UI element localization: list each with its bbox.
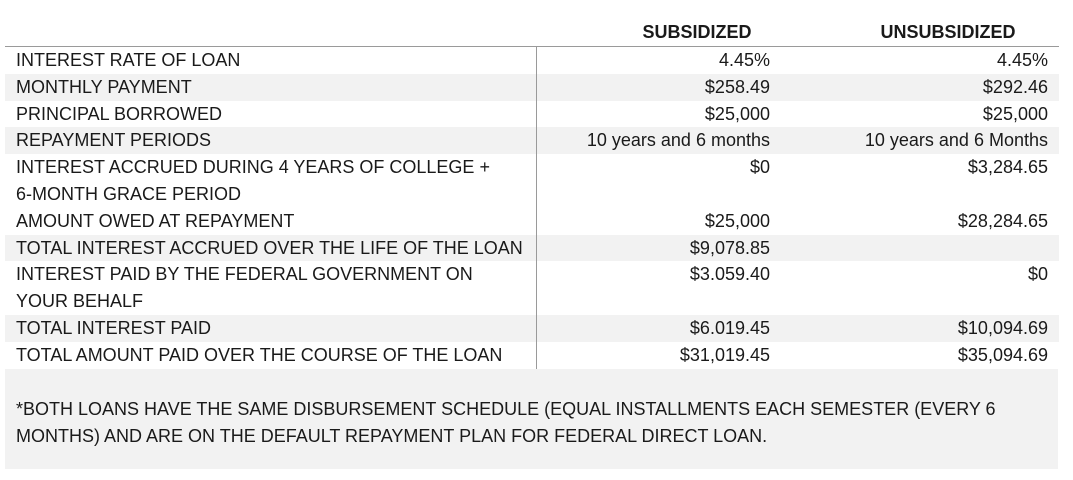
- row-label: PRINCIPAL BORROWED: [5, 101, 537, 128]
- table-row-interest-paid-by-government: [5, 261, 1059, 315]
- row-label-line-1: INTEREST ACCRUED DURING 4 YEARS OF COLLEGE +: [16, 157, 490, 178]
- cell-subsidized: $6.019.45: [537, 315, 771, 342]
- table-row-interest-accrued-college: [5, 154, 1059, 208]
- column-header-row: [5, 18, 1058, 46]
- cell-subsidized: $258.49: [537, 74, 771, 101]
- cell-unsubsidized: $28,284.65: [957, 210, 1048, 231]
- row-label: MONTHLY PAYMENT: [5, 74, 537, 101]
- footnote-line-1: *BOTH LOANS HAVE THE SAME DISBURSEMENT SCHEDULE (EQUAL INSTALLMENTS EACH SEMESTER (EVERY 6: [16, 398, 996, 419]
- table-row-total-interest-paid: [5, 315, 1059, 342]
- row-label: INTEREST RATE OF LOAN: [5, 47, 537, 74]
- loan-comparison: [5, 18, 1058, 469]
- cell-subsidized: $3.059.40: [689, 264, 770, 285]
- row-label-line-2: 6-MONTH GRACE PERIOD: [16, 183, 242, 204]
- cell-subsidized: $0: [749, 157, 770, 178]
- row-label: REPAYMENT PERIODS: [5, 127, 537, 154]
- cell-unsubsidized: $25,000: [982, 103, 1048, 124]
- table-row-repayment-periods: [5, 127, 1059, 154]
- table-row-amount-owed: [5, 208, 1059, 235]
- row-label-line-2: YOUR BEHALF: [16, 291, 144, 312]
- cell-unsubsidized: 10 years and 6 Months: [770, 127, 1059, 154]
- cell-subsidized: 4.45%: [718, 50, 770, 70]
- cell-unsubsidized: $3,284.65: [967, 157, 1048, 178]
- table-row-interest-rate: [5, 47, 1059, 74]
- loan-table: [5, 46, 1059, 369]
- cell-unsubsidized: 4.45%: [996, 50, 1048, 70]
- cell-subsidized: $9,078.85: [537, 235, 771, 262]
- cell-unsubsidized: $0: [1027, 264, 1048, 285]
- row-label: TOTAL AMOUNT PAID OVER THE COURSE OF THE LOAN: [5, 342, 537, 369]
- row-label: [5, 154, 537, 208]
- cell-subsidized: $25,000: [704, 103, 770, 124]
- cell-subsidized: 10 years and 6 months: [537, 127, 771, 154]
- table-row-principal: [5, 101, 1059, 128]
- footnote: [5, 369, 1058, 469]
- row-label: TOTAL INTEREST PAID: [5, 315, 537, 342]
- row-label: [5, 261, 537, 315]
- footnote-line-2: MONTHS) AND ARE ON THE DEFAULT REPAYMENT PLAN FOR FEDERAL DIRECT LOAN.: [16, 425, 768, 446]
- cell-unsubsidized: [770, 235, 1059, 262]
- row-label-line-1: INTEREST PAID BY THE FEDERAL GOVERNMENT ON: [16, 264, 473, 285]
- table-row-total-interest-accrued: [5, 235, 1059, 262]
- table-row-monthly-payment: [5, 74, 1059, 101]
- cell-unsubsidized: $35,094.69: [957, 344, 1048, 365]
- cell-unsubsidized: $10,094.69: [770, 315, 1059, 342]
- cell-unsubsidized: $292.46: [770, 74, 1059, 101]
- cell-subsidized: $31,019.45: [679, 344, 770, 365]
- row-label: AMOUNT OWED AT REPAYMENT: [5, 208, 537, 235]
- cell-subsidized: $25,000: [704, 210, 770, 231]
- column-header-subsidized: SUBSIDIZED: [642, 21, 752, 42]
- column-header-unsubsidized: UNSUBSIDIZED: [880, 21, 1016, 42]
- table-row-total-amount-paid: [5, 342, 1059, 369]
- row-label: TOTAL INTEREST ACCRUED OVER THE LIFE OF THE LOAN: [5, 235, 537, 262]
